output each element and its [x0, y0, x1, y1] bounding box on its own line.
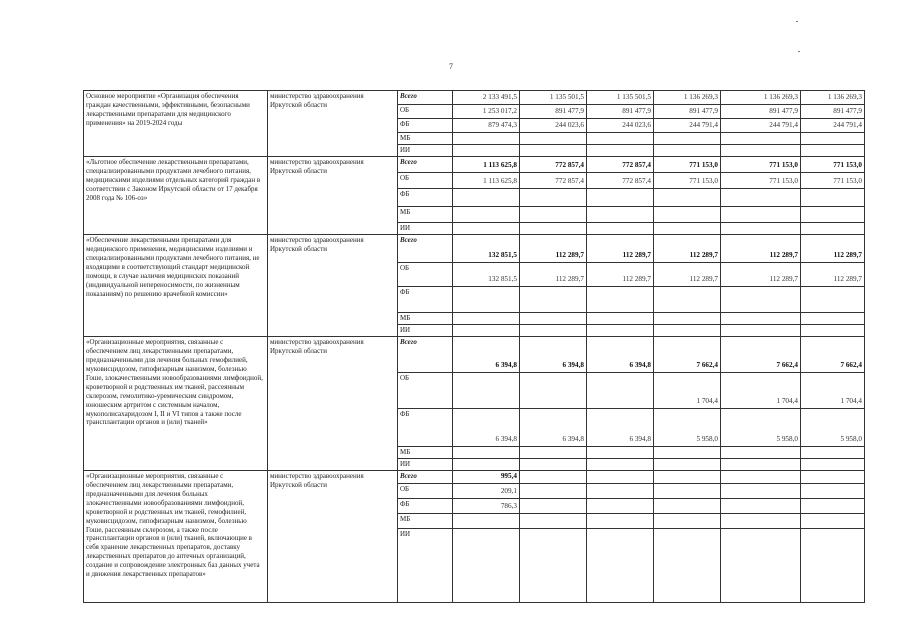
- funding-value: [453, 189, 520, 207]
- budget-table: [83, 90, 865, 603]
- funding-value: [587, 458, 654, 470]
- funding-value: 112 289,7: [520, 263, 587, 287]
- funding-value: [587, 372, 654, 408]
- funding-value: 6 394,8: [587, 336, 654, 372]
- funding-value: 209,1: [453, 484, 520, 499]
- funding-source: ИИ: [398, 529, 453, 603]
- funding-source: Всего: [398, 235, 453, 263]
- funding-value: 1 113 625,8: [453, 157, 520, 173]
- funding-value: [801, 287, 865, 313]
- funding-value: [801, 324, 865, 336]
- funding-value: [587, 145, 654, 157]
- funding-value: [801, 470, 865, 483]
- funding-source: ФБ: [398, 189, 453, 207]
- funding-value: [453, 324, 520, 336]
- funding-value: [453, 133, 520, 145]
- funding-value: [520, 514, 587, 529]
- funding-value: 1 136 269,3: [721, 91, 801, 105]
- funding-value: 772 857,4: [587, 157, 654, 173]
- funding-source: ФБ: [398, 499, 453, 514]
- funding-value: [654, 223, 721, 235]
- funding-value: [520, 470, 587, 483]
- funding-value: 244 023,6: [587, 119, 654, 133]
- funding-value: [587, 324, 654, 336]
- activity-description: «Льготное обеспечение лекарственными препаратами, специализированными продуктами лечебного питания, медицинскими изделиями отдельных категорий граждан в соответствии с Законом Иркутской области от 17 декабря 2008 года № 106-оз»: [84, 157, 268, 235]
- funding-value: 244 023,6: [520, 119, 587, 133]
- funding-value: [801, 514, 865, 529]
- funding-source: Всего: [398, 157, 453, 173]
- funding-value: 6 394,8: [520, 408, 587, 446]
- funding-value: 5 958,0: [654, 408, 721, 446]
- funding-value: [520, 207, 587, 223]
- funding-value: [721, 133, 801, 145]
- responsible-executor: министерство здравоохранения Иркутской области: [268, 157, 398, 235]
- funding-value: 891 477,9: [520, 105, 587, 119]
- funding-value: [721, 529, 801, 603]
- funding-value: [453, 446, 520, 458]
- funding-value: 7 662,4: [721, 336, 801, 372]
- funding-value: 5 958,0: [801, 408, 865, 446]
- funding-source: МБ: [398, 446, 453, 458]
- funding-value: [520, 324, 587, 336]
- funding-value: [520, 458, 587, 470]
- funding-value: [721, 324, 801, 336]
- funding-value: 132 851,5: [453, 263, 520, 287]
- funding-source: ИИ: [398, 145, 453, 157]
- funding-value: [453, 207, 520, 223]
- funding-value: [721, 223, 801, 235]
- activity-description: «Организационные мероприятия, связанные с обеспечением лиц лекарственными препаратами, предназначенными для лечения больных гемофилией, муковисцидозом, гипофизарным нанизмом, болезнью Гоше, злокачественными новообразованиями лимфоидной, кроветворной и родственных им тканей, рассеянным склерозом, гемолитико-уремическим синдромом, юношеским артритом с системным началом, мукополисахаридозом I, II и VI типов а также после трансплантации органов и (или) тканей»: [84, 336, 268, 470]
- funding-value: [721, 484, 801, 499]
- funding-value: 2 133 491,5: [453, 91, 520, 105]
- funding-value: [654, 484, 721, 499]
- scan-speck: [798, 51, 800, 52]
- funding-source: Всего: [398, 91, 453, 105]
- table-row: [84, 235, 865, 263]
- funding-value: [801, 133, 865, 145]
- funding-source: МБ: [398, 207, 453, 223]
- funding-value: [520, 287, 587, 313]
- funding-value: 112 289,7: [801, 263, 865, 287]
- funding-value: [520, 145, 587, 157]
- funding-value: 771 153,0: [801, 157, 865, 173]
- table-row: [84, 336, 865, 372]
- funding-value: [721, 313, 801, 325]
- funding-value: [654, 207, 721, 223]
- funding-value: [654, 287, 721, 313]
- funding-value: 1 113 625,8: [453, 173, 520, 189]
- responsible-executor: министерство здравоохранения Иркутской области: [268, 235, 398, 337]
- funding-source: ФБ: [398, 119, 453, 133]
- funding-source: ОБ: [398, 263, 453, 287]
- funding-value: 995,4: [453, 470, 520, 483]
- funding-value: [801, 223, 865, 235]
- funding-value: 112 289,7: [801, 235, 865, 263]
- funding-value: [721, 499, 801, 514]
- funding-value: 6 394,8: [587, 408, 654, 446]
- funding-value: [721, 145, 801, 157]
- table-row: [84, 91, 865, 105]
- funding-value: 112 289,7: [520, 235, 587, 263]
- page-number: 7: [449, 62, 453, 71]
- funding-value: [520, 223, 587, 235]
- funding-value: 6 394,8: [453, 408, 520, 446]
- funding-value: [587, 189, 654, 207]
- funding-value: [654, 529, 721, 603]
- activity-description: «Организационные мероприятия, связанные с обеспечением лиц лекарственными препаратами, предназначенными для лечения больных злокачественными новообразованиями лимфоидной, кроветворной и родственных им тканей, гемофилией, муковисцидозом, гипофизарным нанизмом, болезнью Гоше, рассеянным склерозом, а также после трансплантации органов и (или) тканей, включающие в себя хранение лекарственных препаратов, доставку лекарственных препаратов до аптечных организаций, создание и сопровождение электронных баз данных учета и движения лекарственных препаратов»: [84, 470, 268, 602]
- funding-value: 1 135 501,5: [520, 91, 587, 105]
- funding-value: [801, 484, 865, 499]
- funding-value: 132 851,5: [453, 235, 520, 263]
- funding-value: 772 857,4: [520, 173, 587, 189]
- funding-value: [654, 189, 721, 207]
- activity-description: «Обеспечение лекарственными препаратами для медицинского применения, медицинскими изделиями и специализированными продуктами лечебного питания, не входящими в соответствующий стандарт медицинской помощи, в случае наличия медицинских показаний (индивидуальной непереносимости, по жизненным показаниям) по решению врачебной комиссии»: [84, 235, 268, 337]
- funding-value: [721, 458, 801, 470]
- funding-source: МБ: [398, 313, 453, 325]
- funding-value: [654, 499, 721, 514]
- funding-value: [453, 529, 520, 603]
- funding-value: 112 289,7: [721, 235, 801, 263]
- funding-value: 7 662,4: [654, 336, 721, 372]
- funding-value: [801, 189, 865, 207]
- funding-value: 7 662,4: [801, 336, 865, 372]
- funding-value: 244 791,4: [654, 119, 721, 133]
- funding-value: 1 704,4: [801, 372, 865, 408]
- funding-value: [801, 313, 865, 325]
- table-body: [84, 91, 865, 603]
- funding-source: ОБ: [398, 484, 453, 499]
- table-row: [84, 470, 865, 483]
- funding-value: [520, 484, 587, 499]
- funding-value: [801, 529, 865, 603]
- funding-value: [453, 514, 520, 529]
- funding-value: 771 153,0: [654, 173, 721, 189]
- funding-value: 772 857,4: [520, 157, 587, 173]
- funding-value: [801, 145, 865, 157]
- funding-value: 891 477,9: [587, 105, 654, 119]
- funding-value: 112 289,7: [587, 235, 654, 263]
- funding-value: [520, 372, 587, 408]
- funding-value: 786,3: [453, 499, 520, 514]
- funding-source: МБ: [398, 514, 453, 529]
- funding-value: [587, 499, 654, 514]
- funding-value: 1 136 269,3: [801, 91, 865, 105]
- funding-value: [453, 372, 520, 408]
- funding-value: [801, 458, 865, 470]
- funding-value: [587, 484, 654, 499]
- funding-value: 891 477,9: [654, 105, 721, 119]
- funding-value: [453, 287, 520, 313]
- funding-value: [654, 313, 721, 325]
- funding-value: [801, 207, 865, 223]
- funding-value: 112 289,7: [654, 263, 721, 287]
- funding-value: [587, 514, 654, 529]
- funding-value: [587, 133, 654, 145]
- funding-value: [801, 499, 865, 514]
- funding-value: [520, 529, 587, 603]
- responsible-executor: министерство здравоохранения Иркутской области: [268, 91, 398, 157]
- funding-value: [654, 458, 721, 470]
- funding-value: [520, 446, 587, 458]
- funding-value: [654, 446, 721, 458]
- funding-value: [587, 287, 654, 313]
- funding-value: 1 253 017,2: [453, 105, 520, 119]
- responsible-executor: министерство здравоохранения Иркутской области: [268, 336, 398, 470]
- funding-value: 1 136 269,3: [654, 91, 721, 105]
- funding-value: 891 477,9: [801, 105, 865, 119]
- funding-source: Всего: [398, 336, 453, 372]
- funding-source: ФБ: [398, 287, 453, 313]
- funding-value: 771 153,0: [721, 157, 801, 173]
- funding-value: [721, 446, 801, 458]
- funding-value: 112 289,7: [654, 235, 721, 263]
- funding-value: [587, 207, 654, 223]
- funding-value: 1 135 501,5: [587, 91, 654, 105]
- scan-speck: [796, 21, 798, 22]
- funding-value: [587, 446, 654, 458]
- funding-value: [453, 223, 520, 235]
- funding-value: [721, 207, 801, 223]
- funding-value: [801, 446, 865, 458]
- funding-value: [654, 514, 721, 529]
- funding-value: [654, 324, 721, 336]
- funding-value: 879 474,3: [453, 119, 520, 133]
- funding-source: ОБ: [398, 372, 453, 408]
- funding-value: [587, 223, 654, 235]
- funding-source: ОБ: [398, 173, 453, 189]
- funding-source: Всего: [398, 470, 453, 483]
- funding-value: 5 958,0: [721, 408, 801, 446]
- funding-value: [587, 470, 654, 483]
- funding-value: 112 289,7: [587, 263, 654, 287]
- funding-value: [587, 313, 654, 325]
- funding-value: 771 153,0: [721, 173, 801, 189]
- funding-value: [654, 145, 721, 157]
- funding-value: 6 394,8: [520, 336, 587, 372]
- funding-source: ОБ: [398, 105, 453, 119]
- funding-value: [520, 499, 587, 514]
- funding-source: МБ: [398, 133, 453, 145]
- funding-value: 244 791,4: [721, 119, 801, 133]
- responsible-executor: министерство здравоохранения Иркутской области: [268, 470, 398, 602]
- funding-value: 891 477,9: [721, 105, 801, 119]
- funding-value: [654, 470, 721, 483]
- funding-source: ИИ: [398, 223, 453, 235]
- funding-value: [721, 470, 801, 483]
- funding-value: [654, 133, 721, 145]
- funding-source: ИИ: [398, 458, 453, 470]
- funding-value: [520, 313, 587, 325]
- funding-value: [520, 133, 587, 145]
- funding-source: ФБ: [398, 408, 453, 446]
- funding-source: ИИ: [398, 324, 453, 336]
- funding-value: 772 857,4: [587, 173, 654, 189]
- funding-value: [721, 287, 801, 313]
- funding-value: [520, 189, 587, 207]
- funding-value: 1 704,4: [721, 372, 801, 408]
- funding-value: [587, 529, 654, 603]
- funding-value: 244 791,4: [801, 119, 865, 133]
- table-row: [84, 157, 865, 173]
- funding-value: 1 704,4: [654, 372, 721, 408]
- funding-value: [453, 458, 520, 470]
- funding-value: [721, 189, 801, 207]
- funding-value: 112 289,7: [721, 263, 801, 287]
- funding-value: 6 394,8: [453, 336, 520, 372]
- funding-value: 771 153,0: [654, 157, 721, 173]
- funding-value: [721, 514, 801, 529]
- funding-value: [453, 145, 520, 157]
- funding-value: 771 153,0: [801, 173, 865, 189]
- funding-value: [453, 313, 520, 325]
- activity-description: Основное мероприятие «Организация обеспечения граждан качественными, эффективными, безопасными лекарственными препаратами для медицинского применения» на 2019-2024 годы: [84, 91, 268, 157]
